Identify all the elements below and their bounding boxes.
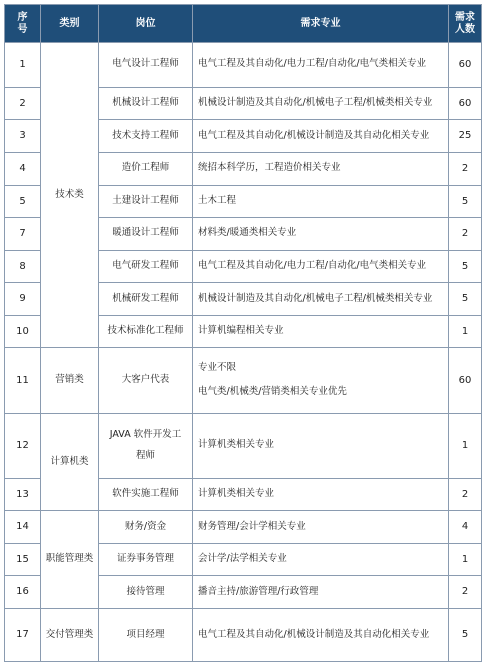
major-cell: 电气工程及其自动化/机械设计制造及其自动化相关专业 [193, 609, 449, 662]
count-cell: 60 [449, 348, 482, 413]
major-cell: 机械设计制造及其自动化/机械电子工程/机械类相关专业 [193, 283, 449, 316]
major-cell: 播音主持/旅游管理/行政管理 [193, 576, 449, 609]
row-no: 17 [5, 609, 41, 662]
table-row [5, 511, 482, 544]
header-category: 类别 [41, 5, 99, 43]
position-cell: 大客户代表 [99, 348, 193, 413]
major-cell: 财务管理/会计学相关专业 [193, 511, 449, 544]
position-cell: 技术支持工程师 [99, 120, 193, 153]
count-cell: 2 [449, 478, 482, 511]
count-cell: 60 [449, 87, 482, 120]
major-cell [193, 348, 449, 413]
position-cell: 机械研发工程师 [99, 283, 193, 316]
header-count: 需求 人数 [449, 5, 482, 43]
recruitment-table [4, 4, 482, 662]
row-no: 7 [5, 218, 41, 251]
header-major: 需求专业 [193, 5, 449, 43]
major-line: 电气类/机械类/营销类相关专业优先 [198, 386, 347, 398]
count-cell: 2 [449, 218, 482, 251]
row-no: 8 [5, 250, 41, 283]
count-cell: 60 [449, 43, 482, 88]
position-cell: 技术标准化工程师 [99, 315, 193, 348]
position-cell: 电气设计工程师 [99, 43, 193, 88]
row-no: 10 [5, 315, 41, 348]
major-cell: 会计学/法学相关专业 [193, 543, 449, 576]
row-no: 11 [5, 348, 41, 413]
table-row [5, 348, 482, 413]
category-cell-computer: 计算机类 [41, 413, 99, 511]
row-no: 15 [5, 543, 41, 576]
position-line: JAVA 软件开发工 [109, 428, 182, 440]
row-no: 16 [5, 576, 41, 609]
major-cell: 统招本科学历，工程造价相关专业 [193, 152, 449, 185]
position-cell [99, 413, 193, 478]
count-cell: 1 [449, 315, 482, 348]
position-cell: 电气研发工程师 [99, 250, 193, 283]
category-cell-delivery: 交付管理类 [41, 609, 99, 662]
position-cell: 暖通设计工程师 [99, 218, 193, 251]
position-line: 程师 [135, 449, 155, 461]
major-line: 专业不限 [198, 361, 237, 373]
count-cell: 2 [449, 576, 482, 609]
row-no: 3 [5, 120, 41, 153]
position-cell: 项目经理 [99, 609, 193, 662]
row-no: 5 [5, 185, 41, 218]
position-cell: 造价工程师 [99, 152, 193, 185]
row-no: 1 [5, 43, 41, 88]
category-cell-marketing: 营销类 [41, 348, 99, 413]
position-cell: 证券事务管理 [99, 543, 193, 576]
row-no: 12 [5, 413, 41, 478]
count-cell: 1 [449, 413, 482, 478]
major-cell: 计算机编程相关专业 [193, 315, 449, 348]
row-no: 2 [5, 87, 41, 120]
row-no: 4 [5, 152, 41, 185]
count-cell: 1 [449, 543, 482, 576]
major-cell: 电气工程及其自动化/机械设计制造及其自动化相关专业 [193, 120, 449, 153]
position-cell: 财务/资金 [99, 511, 193, 544]
row-no: 13 [5, 478, 41, 511]
row-no: 9 [5, 283, 41, 316]
count-cell: 5 [449, 185, 482, 218]
position-cell: 土建设计工程师 [99, 185, 193, 218]
count-cell: 25 [449, 120, 482, 153]
position-cell: 机械设计工程师 [99, 87, 193, 120]
header-position: 岗位 [99, 5, 193, 43]
major-cell: 电气工程及其自动化/电力工程/自动化/电气类相关专业 [193, 43, 449, 88]
position-cell: 接待管理 [99, 576, 193, 609]
category-cell-admin: 职能管理类 [41, 511, 99, 609]
count-cell: 4 [449, 511, 482, 544]
table-row [5, 413, 482, 478]
major-cell: 计算机类相关专业 [193, 413, 449, 478]
table-row [5, 43, 482, 88]
table-row [5, 609, 482, 662]
position-cell: 软件实施工程师 [99, 478, 193, 511]
header-no: 序 号 [5, 5, 41, 43]
major-cell: 土木工程 [193, 185, 449, 218]
row-no: 14 [5, 511, 41, 544]
major-cell: 机械设计制造及其自动化/机械电子工程/机械类相关专业 [193, 87, 449, 120]
category-cell-tech: 技术类 [41, 43, 99, 348]
major-cell: 材料类/暖通类相关专业 [193, 218, 449, 251]
count-cell: 5 [449, 609, 482, 662]
header-row [5, 5, 482, 43]
major-cell: 电气工程及其自动化/电力工程/自动化/电气类相关专业 [193, 250, 449, 283]
count-cell: 5 [449, 250, 482, 283]
count-cell: 2 [449, 152, 482, 185]
count-cell: 5 [449, 283, 482, 316]
major-cell: 计算机类相关专业 [193, 478, 449, 511]
